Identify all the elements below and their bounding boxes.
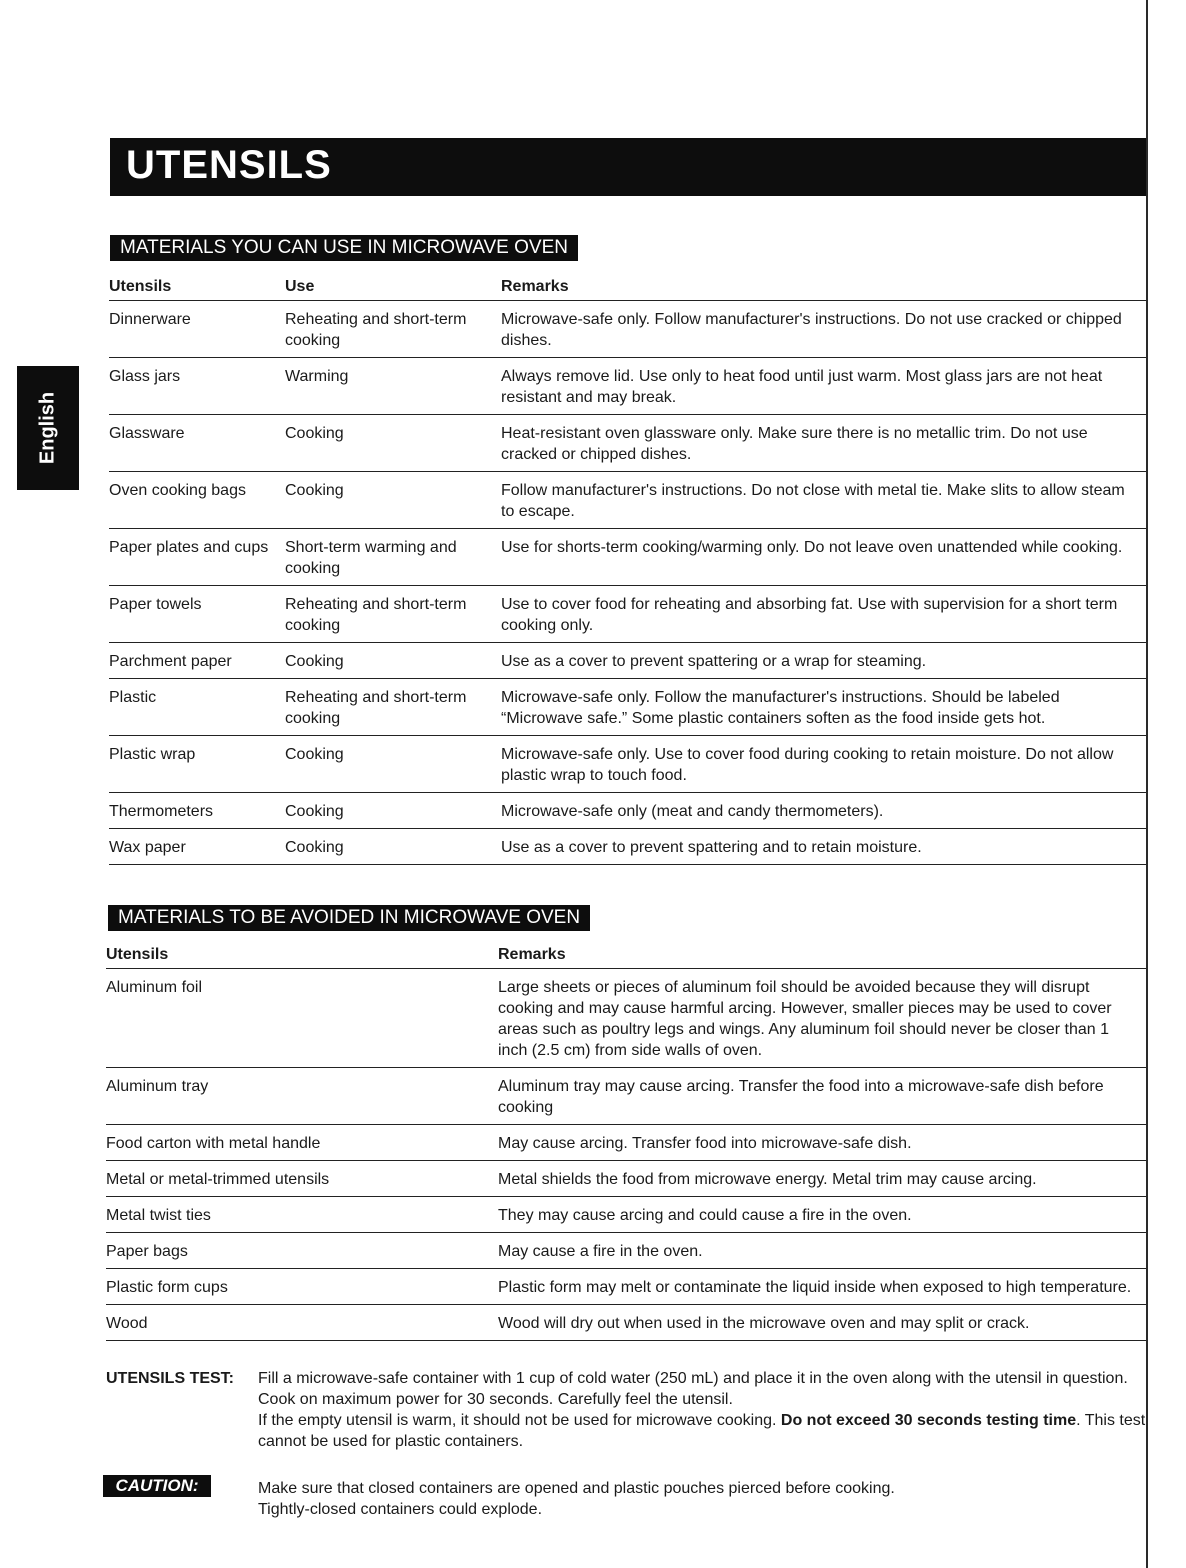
- cell-utensil: Dinnerware: [109, 301, 285, 358]
- table-row: [106, 1161, 1146, 1197]
- cell-utensil: Parchment paper: [109, 643, 285, 679]
- cell-utensil: Wood: [106, 1305, 498, 1341]
- table-row: [106, 1125, 1146, 1161]
- cell-use: Cooking: [285, 472, 501, 529]
- table-row: [106, 1305, 1146, 1341]
- cell-utensil: Wax paper: [109, 829, 285, 865]
- cell-remarks: Always remove lid. Use only to heat food until just warm. Most glass jars are not heat resistant and may break.: [501, 358, 1146, 415]
- cell-utensil: Metal or metal-trimmed utensils: [106, 1161, 498, 1197]
- column-header-utensils: Utensils: [109, 276, 285, 301]
- cell-utensil: Thermometers: [109, 793, 285, 829]
- column-header-remarks: Remarks: [501, 276, 1146, 301]
- page-edge: [1146, 0, 1148, 1568]
- cell-remarks: Metal shields the food from microwave energy. Metal trim may cause arcing.: [498, 1161, 1146, 1197]
- cell-remarks: Microwave-safe only (meat and candy thermometers).: [501, 793, 1146, 829]
- cell-utensil: Aluminum tray: [106, 1068, 498, 1125]
- caution-text: [258, 1478, 1138, 1520]
- cell-remarks: Plastic form may melt or contaminate the liquid inside when exposed to high temperature.: [498, 1269, 1146, 1305]
- cell-use: Reheating and short-term cooking: [285, 301, 501, 358]
- cell-remarks: Microwave-safe only. Follow manufacturer's instructions. Do not use cracked or chipped dishes.: [501, 301, 1146, 358]
- cell-use: Reheating and short-term cooking: [285, 679, 501, 736]
- cell-utensil: Metal twist ties: [106, 1197, 498, 1233]
- utensils-test-text: [258, 1368, 1146, 1452]
- table-row: [109, 679, 1146, 736]
- cell-remarks: Follow manufacturer's instructions. Do not close with metal tie. Make slits to allow steam to escape.: [501, 472, 1146, 529]
- table-row: [106, 1197, 1146, 1233]
- cell-use: Warming: [285, 358, 501, 415]
- cell-utensil: Aluminum foil: [106, 969, 498, 1068]
- table-row: [109, 793, 1146, 829]
- utensils-test-line2-start: If the empty utensil is warm, it should not be used for microwave cooking.: [258, 1412, 781, 1429]
- column-header-utensils: Utensils: [106, 944, 498, 969]
- section-heading-avoid: MATERIALS TO BE AVOIDED IN MICROWAVE OVEN: [108, 905, 590, 931]
- table-row: [106, 969, 1146, 1068]
- utensils-test-line2-end: . This test cannot be used for plastic containers.: [258, 1412, 1146, 1450]
- table-row: [106, 1233, 1146, 1269]
- cell-utensil: Paper bags: [106, 1233, 498, 1269]
- cell-remarks: Aluminum tray may cause arcing. Transfer the food into a microwave-safe dish before cooking: [498, 1068, 1146, 1125]
- caution-badge: CAUTION:: [103, 1475, 211, 1497]
- table-row: [109, 829, 1146, 865]
- cell-remarks: Use as a cover to prevent spattering and to retain moisture.: [501, 829, 1146, 865]
- table-header-row: [109, 276, 1146, 301]
- table-row: [109, 415, 1146, 472]
- cell-utensil: Oven cooking bags: [109, 472, 285, 529]
- cell-remarks: May cause arcing. Transfer food into microwave-safe dish.: [498, 1125, 1146, 1161]
- utensils-test-line2: [258, 1410, 1146, 1452]
- utensils-test-line1: Fill a microwave-safe container with 1 cup of cold water (250 mL) and place it in the oven along with the utensil in question. Cook on maximum power for 30 seconds. Carefully feel the utensil.: [258, 1370, 1128, 1408]
- cell-remarks: Heat-resistant oven glassware only. Make sure there is no metallic trim. Do not use cracked or chipped dishes.: [501, 415, 1146, 472]
- cell-utensil: Plastic wrap: [109, 736, 285, 793]
- title-bar: [110, 138, 1146, 196]
- cell-remarks: Use to cover food for reheating and absorbing fat. Use with supervision for a short term cooking only.: [501, 586, 1146, 643]
- table-row: [109, 643, 1146, 679]
- table-header-row: [106, 944, 1146, 969]
- table-row: [109, 586, 1146, 643]
- language-tab-label: English: [36, 391, 59, 465]
- cell-remarks: May cause a fire in the oven.: [498, 1233, 1146, 1269]
- cell-remarks: Wood will dry out when used in the microwave oven and may split or crack.: [498, 1305, 1146, 1341]
- cell-use: Short-term warming and cooking: [285, 529, 501, 586]
- cell-utensil: Glass jars: [109, 358, 285, 415]
- materials-avoid-table: [106, 944, 1146, 1341]
- cell-use: Cooking: [285, 829, 501, 865]
- cell-utensil: Paper plates and cups: [109, 529, 285, 586]
- caution-line2: Tightly-closed containers could explode.: [258, 1501, 543, 1518]
- materials-use-table: [109, 276, 1146, 865]
- cell-remarks: Microwave-safe only. Use to cover food during cooking to retain moisture. Do not allow plastic wrap to touch food.: [501, 736, 1146, 793]
- cell-use: Cooking: [285, 736, 501, 793]
- cell-utensil: Plastic form cups: [106, 1269, 498, 1305]
- utensils-test-warning: Do not exceed 30 seconds testing time: [780, 1412, 1077, 1429]
- cell-use: Cooking: [285, 793, 501, 829]
- cell-utensil: Food carton with metal handle: [106, 1125, 498, 1161]
- table-row: [109, 358, 1146, 415]
- cell-remarks: Use as a cover to prevent spattering or a wrap for steaming.: [501, 643, 1146, 679]
- cell-remarks: Use for shorts-term cooking/warming only. Do not leave oven unattended while cooking.: [501, 529, 1146, 586]
- cell-utensil: Plastic: [109, 679, 285, 736]
- cell-use: Cooking: [285, 415, 501, 472]
- section-heading-use: MATERIALS YOU CAN USE IN MICROWAVE OVEN: [110, 235, 578, 261]
- cell-utensil: Paper towels: [109, 586, 285, 643]
- cell-use: Reheating and short-term cooking: [285, 586, 501, 643]
- caution-line1: Make sure that closed containers are opened and plastic pouches pierced before cooking.: [258, 1480, 895, 1497]
- table-row: [109, 736, 1146, 793]
- cell-utensil: Glassware: [109, 415, 285, 472]
- table-row: [106, 1068, 1146, 1125]
- table-row: [109, 472, 1146, 529]
- table-row: [106, 1269, 1146, 1305]
- column-header-use: Use: [285, 276, 501, 301]
- table-row: [109, 529, 1146, 586]
- cell-use: Cooking: [285, 643, 501, 679]
- cell-remarks: Microwave-safe only. Follow the manufacturer's instructions. Should be labeled “Microwave safe.” Some plastic containers soften as the food inside gets hot.: [501, 679, 1146, 736]
- cell-remarks: They may cause arcing and could cause a fire in the oven.: [498, 1197, 1146, 1233]
- page-title: UTENSILS: [126, 143, 332, 187]
- column-header-remarks: Remarks: [498, 944, 1146, 969]
- language-tab: [17, 366, 79, 490]
- utensils-test-label: UTENSILS TEST:: [106, 1370, 235, 1387]
- table-row: [109, 301, 1146, 358]
- cell-remarks: Large sheets or pieces of aluminum foil should be avoided because they will disrupt cooking and may cause harmful arcing. However, smaller pieces may be used to cover areas such as poultry legs and wings. Any aluminum foil should never be closer than 1 inch (2.5 cm) from side walls of oven.: [498, 969, 1146, 1068]
